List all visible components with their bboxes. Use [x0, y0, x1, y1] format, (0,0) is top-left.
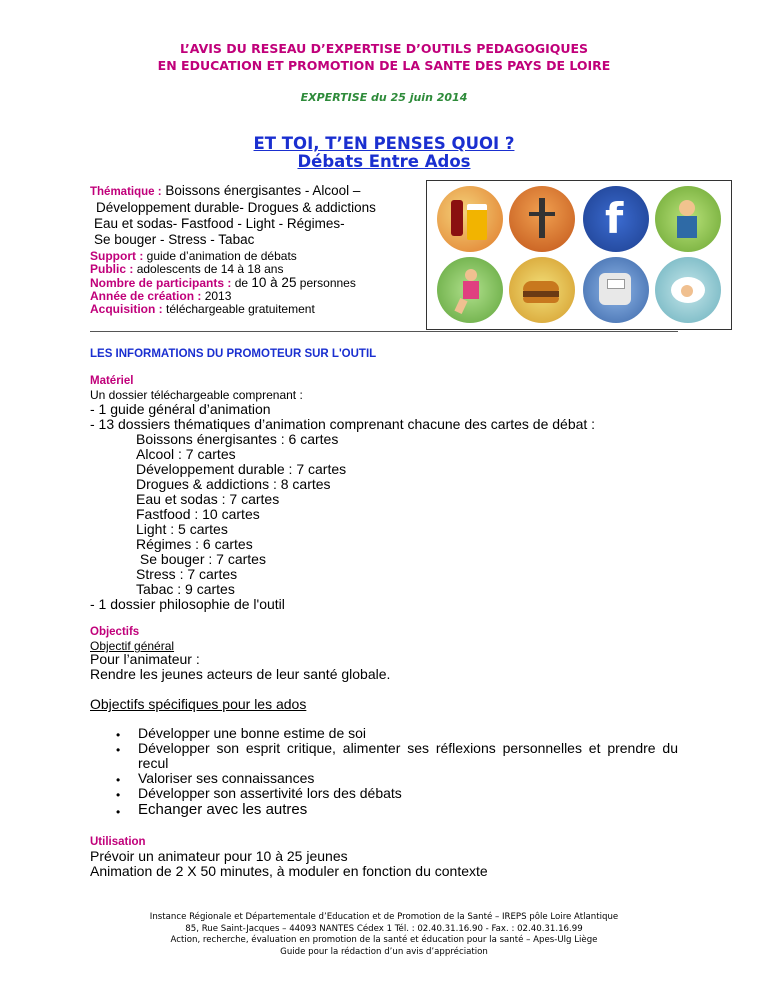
- bullet-icon: •: [116, 743, 121, 757]
- stress-illustration: [655, 257, 721, 323]
- card-count-item: Boissons énergisantes : 6 cartes: [136, 431, 339, 447]
- utilisation-line-1: Prévoir un animateur pour 10 à 25 jeunes: [90, 848, 348, 864]
- tool-title: ET TOI, T’EN PENSES QUOI ?: [253, 134, 515, 153]
- card-count-item: Tabac : 9 cartes: [136, 581, 235, 597]
- footer: [0, 912, 768, 958]
- card-count-item: Drogues & addictions : 8 cartes: [136, 476, 331, 492]
- objective-bullet-5: Echanger avec les autres: [138, 801, 308, 818]
- thematique-line-3: Eau et sodas- Fastfood - Light - Régimes-: [94, 216, 345, 231]
- annee-line: Année de création : 2013: [90, 289, 232, 303]
- tool-subtitle: Débats Entre Ados: [297, 152, 471, 171]
- support-line: Support : guide d’animation de débats: [90, 249, 297, 263]
- acquisition-line: Acquisition : téléchargeable gratuitement: [90, 302, 315, 316]
- footer-line-3: Action, recherche, évaluation en promotion de la santé et éducation pour la santé – Apes-Ulg Liège: [170, 935, 598, 945]
- materiel-intro: Un dossier téléchargeable comprenant :: [90, 388, 303, 402]
- public-line: Public : adolescents de 14 à 18 ans: [90, 262, 284, 276]
- thematique-block: [90, 183, 410, 248]
- teen-illustration: [655, 186, 721, 252]
- card-count-item: Fastfood : 10 cartes: [136, 506, 260, 522]
- objectif-general-label: Objectif général: [90, 639, 175, 653]
- thematique-line-2: Développement durable- Drogues & addictions: [96, 200, 376, 215]
- bullet-icon: •: [116, 805, 121, 819]
- materiel-item-2: - 13 dossiers thématiques d’animation comprenant chacune des cartes de débat :: [90, 416, 596, 432]
- materiel-item-1: - 1 guide général d’animation: [90, 401, 271, 417]
- objective-bullet-1: Développer une bonne estime de soi: [138, 725, 367, 741]
- bullet-icon: •: [116, 728, 121, 742]
- objectif-general-line-1: Pour l’animateur :: [90, 651, 200, 667]
- bullet-icon: •: [116, 773, 121, 787]
- card-count-item: Stress : 7 cartes: [136, 566, 238, 582]
- objective-bullet-2: Développer son esprit critique, alimenter ses réflexions personnelles et prendre du: [138, 740, 678, 756]
- participants-line: Nombre de participants : de 10 à 25 personnes: [90, 275, 356, 290]
- objective-bullet-3: Valoriser ses connaissances: [138, 770, 315, 786]
- objectifs-specifiques-label: Objectifs spécifiques pour les ados: [90, 696, 307, 712]
- card-count-item: Régimes : 6 cartes: [136, 536, 253, 552]
- runner-illustration: [437, 257, 503, 323]
- objectifs-heading: Objectifs: [90, 626, 140, 638]
- energy-drinks-illustration: [437, 186, 503, 252]
- objectif-general-line-2: Rendre les jeunes acteurs de leur santé globale.: [90, 666, 391, 682]
- materiel-heading: Matériel: [90, 375, 134, 387]
- thematique-line-4: Se bouger - Stress - Tabac: [94, 232, 255, 247]
- utilisation-line-2: Animation de 2 X 50 minutes, à moduler en fonction du contexte: [90, 863, 488, 879]
- card-count-item: Light : 5 cartes: [136, 521, 228, 537]
- utilisation-heading: Utilisation: [90, 836, 146, 848]
- materiel-item-3: - 1 dossier philosophie de l'outil: [90, 596, 285, 612]
- objective-bullet-4: Développer son assertivité lors des débats: [138, 785, 402, 801]
- thematique-line-1: Boissons énergisantes - Alcool –: [165, 183, 361, 198]
- bullet-icon: •: [116, 788, 121, 802]
- divider: [90, 331, 678, 332]
- card-count-item: Alcool : 7 cartes: [136, 446, 236, 462]
- objective-bullet-2-continued: recul: [138, 755, 169, 771]
- section-title: LES INFORMATIONS DU PROMOTEUR SUR L'OUTIL: [90, 348, 377, 360]
- scale-illustration: [583, 257, 649, 323]
- cards-list: [136, 432, 346, 597]
- card-count-item: Développement durable : 7 cartes: [136, 461, 347, 477]
- footer-line-2: 85, Rue Saint-Jacques – 44093 NANTES Cédex 1 Tél. : 02.40.31.16.90 - Fax. : 02.40.31.16.99: [185, 923, 583, 934]
- footer-line-4: Guide pour la rédaction d’un avis d’appréciation: [280, 946, 488, 957]
- thematique-label: Thématique :: [90, 186, 162, 198]
- marionette-illustration: [509, 186, 575, 252]
- facebook-illustration: f: [583, 186, 649, 252]
- fastfood-illustration: [509, 257, 575, 323]
- footer-line-1: Instance Régionale et Départementale d’Education et de Promotion de la Santé – IREPS pôle Loire Atlantique: [149, 912, 619, 922]
- card-count-item: Eau et sodas : 7 cartes: [136, 491, 280, 507]
- header-line-2: EN EDUCATION ET PROMOTION DE LA SANTE DES PAYS DE LOIRE: [157, 58, 611, 73]
- card-count-item: Se bouger : 7 cartes: [136, 551, 266, 567]
- header-line-1: L’AVIS DU RESEAU D’EXPERTISE D’OUTILS PEDAGOGIQUES: [179, 41, 589, 56]
- expertise-date: EXPERTISE du 25 juin 2014: [300, 91, 468, 104]
- thematic-illustrations: [426, 180, 732, 330]
